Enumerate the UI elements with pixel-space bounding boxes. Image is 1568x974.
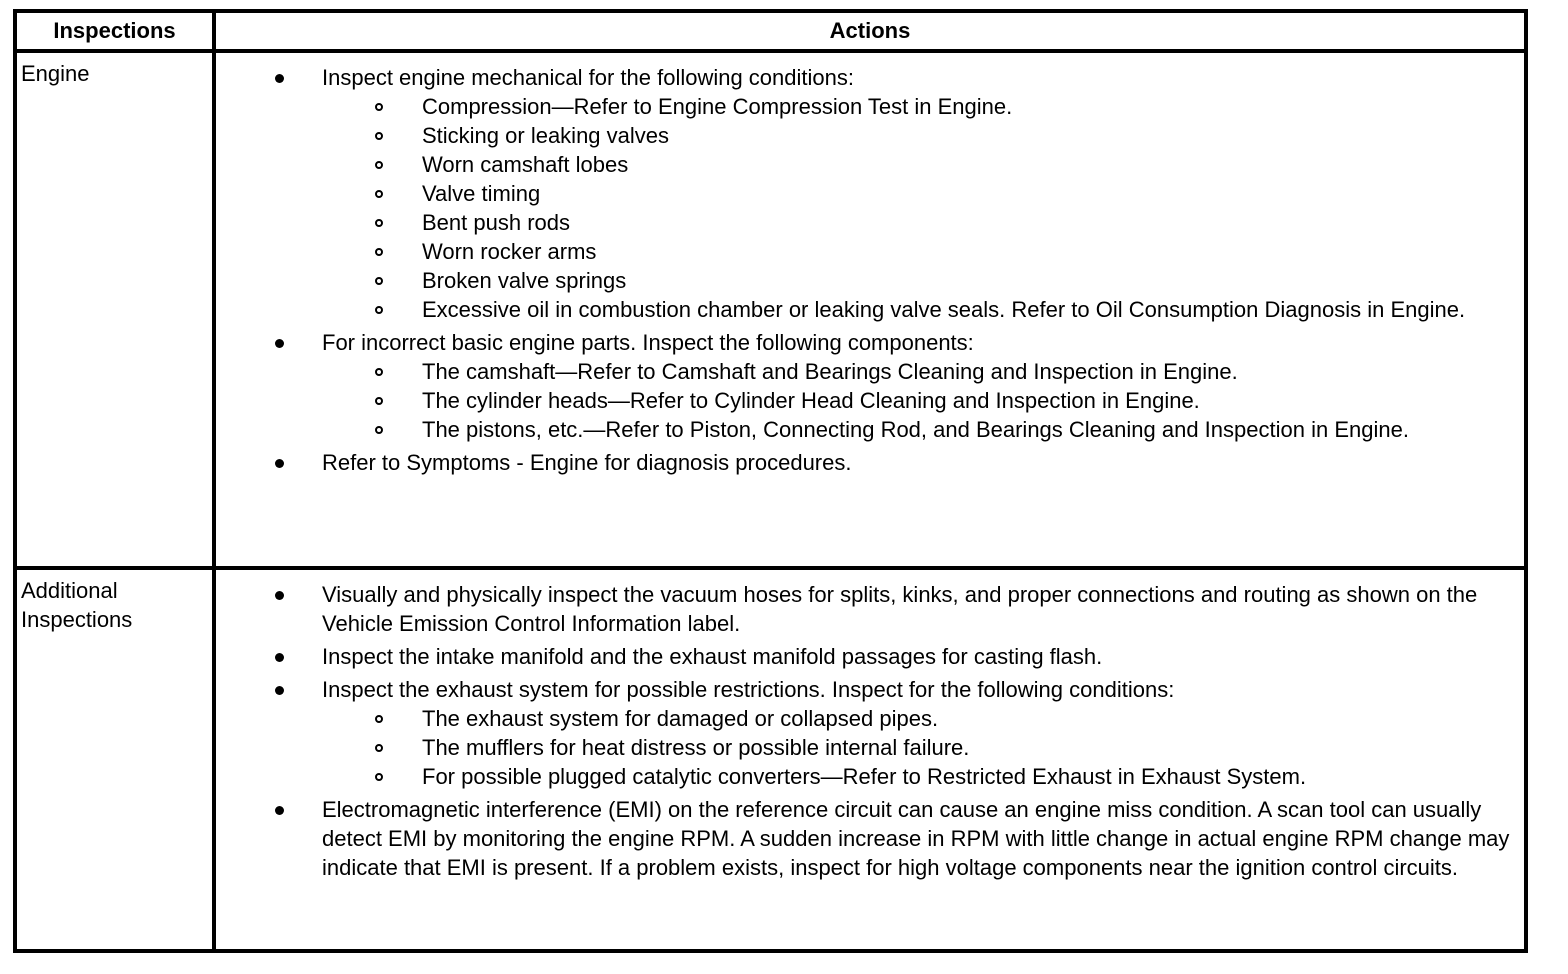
- circle-bullet-icon: [375, 397, 383, 405]
- action-item: [216, 795, 1520, 882]
- sub-action-item: [222, 357, 1520, 386]
- action-item: [216, 642, 1520, 671]
- action-text: Inspect the exhaust system for possible restrictions. Inspect for the following conditions:: [322, 677, 1175, 702]
- sub-action-item: [222, 704, 1520, 733]
- sub-action-item: [222, 208, 1520, 237]
- sub-action-text: For possible plugged catalytic converters—Refer to Restricted Exhaust in Exhaust System.: [422, 764, 1307, 789]
- actions-list: [216, 63, 1520, 477]
- circle-bullet-icon: [375, 773, 383, 781]
- action-item: [216, 448, 1520, 477]
- sub-action-text: The exhaust system for damaged or collapsed pipes.: [422, 706, 939, 731]
- sub-action-item: [222, 121, 1520, 150]
- actions-cell: [214, 51, 1526, 568]
- circle-bullet-icon: [375, 306, 383, 314]
- bullet-dot-icon: [275, 459, 284, 468]
- sub-action-item: [222, 92, 1520, 121]
- sub-actions-list: [322, 357, 1520, 444]
- action-text: Inspect the intake manifold and the exhaust manifold passages for casting flash.: [322, 644, 1103, 669]
- circle-bullet-icon: [375, 426, 383, 434]
- action-text: Visually and physically inspect the vacuum hoses for splits, kinks, and proper connections and routing as shown on the Vehicle Emission Control Information label.: [322, 582, 1478, 636]
- circle-bullet-icon: [375, 744, 383, 752]
- circle-bullet-icon: [375, 368, 383, 376]
- header-inspections: Inspections: [15, 11, 214, 51]
- sub-action-text: Broken valve springs: [422, 268, 627, 293]
- bullet-dot-icon: [275, 74, 284, 83]
- bullet-dot-icon: [275, 339, 284, 348]
- sub-action-text: Worn rocker arms: [422, 239, 597, 264]
- sub-action-text: Compression—Refer to Engine Compression Test in Engine.: [422, 94, 1013, 119]
- sub-action-item: [222, 237, 1520, 266]
- sub-action-item: [222, 266, 1520, 295]
- table-row: [15, 51, 1526, 568]
- circle-bullet-icon: [375, 103, 383, 111]
- circle-bullet-icon: [375, 248, 383, 256]
- header-row: [15, 11, 1526, 51]
- circle-bullet-icon: [375, 715, 383, 723]
- sub-action-text: The mufflers for heat distress or possible internal failure.: [422, 735, 970, 760]
- action-text: Electromagnetic interference (EMI) on the reference circuit can cause an engine miss condition. A scan tool can usually detect EMI by monitoring the engine RPM. A sudden increase in RPM with little change in actual engine RPM change may indicate that EMI is present. If a problem exists, inspect for high voltage components near the ignition control circuits.: [322, 797, 1510, 880]
- action-item: [216, 63, 1520, 324]
- action-item: [216, 675, 1520, 791]
- action-item: [216, 580, 1520, 638]
- bullet-dot-icon: [275, 591, 284, 600]
- bullet-dot-icon: [275, 686, 284, 695]
- sub-action-text: Sticking or leaking valves: [422, 123, 670, 148]
- bullet-dot-icon: [275, 653, 284, 662]
- action-text: Inspect engine mechanical for the following conditions:: [322, 65, 854, 90]
- sub-action-text: Excessive oil in combustion chamber or leaking valve seals. Refer to Oil Consumption Diagnosis in Engine.: [422, 297, 1466, 322]
- sub-action-item: [222, 733, 1520, 762]
- sub-actions-list: [322, 704, 1520, 791]
- sub-actions-list: [322, 92, 1520, 324]
- sub-action-item: [222, 386, 1520, 415]
- table-row: [15, 568, 1526, 951]
- sub-action-text: Valve timing: [422, 181, 541, 206]
- sub-action-item: [222, 415, 1520, 444]
- action-item: [216, 328, 1520, 444]
- circle-bullet-icon: [375, 219, 383, 227]
- bullet-dot-icon: [275, 806, 284, 815]
- sub-action-text: The camshaft—Refer to Camshaft and Bearings Cleaning and Inspection in Engine.: [422, 359, 1238, 384]
- sub-action-text: Worn camshaft lobes: [422, 152, 629, 177]
- sub-action-item: [222, 150, 1520, 179]
- sub-action-text: The cylinder heads—Refer to Cylinder Head Cleaning and Inspection in Engine.: [422, 388, 1200, 413]
- inspection-name: Additional Inspections: [15, 568, 214, 951]
- action-text: For incorrect basic engine parts. Inspect the following components:: [322, 330, 974, 355]
- header-actions: Actions: [214, 11, 1526, 51]
- circle-bullet-icon: [375, 132, 383, 140]
- sub-action-text: The pistons, etc.—Refer to Piston, Connecting Rod, and Bearings Cleaning and Inspection in Engine.: [422, 417, 1409, 442]
- circle-bullet-icon: [375, 190, 383, 198]
- inspection-name: Engine: [15, 51, 214, 568]
- sub-action-item: [222, 295, 1520, 324]
- sub-action-item: [222, 762, 1520, 791]
- sub-action-item: [222, 179, 1520, 208]
- actions-cell: [214, 568, 1526, 951]
- circle-bullet-icon: [375, 161, 383, 169]
- inspection-actions-table: [13, 9, 1528, 953]
- circle-bullet-icon: [375, 277, 383, 285]
- sub-action-text: Bent push rods: [422, 210, 570, 235]
- action-text: Refer to Symptoms - Engine for diagnosis procedures.: [322, 450, 852, 475]
- actions-list: [216, 580, 1520, 882]
